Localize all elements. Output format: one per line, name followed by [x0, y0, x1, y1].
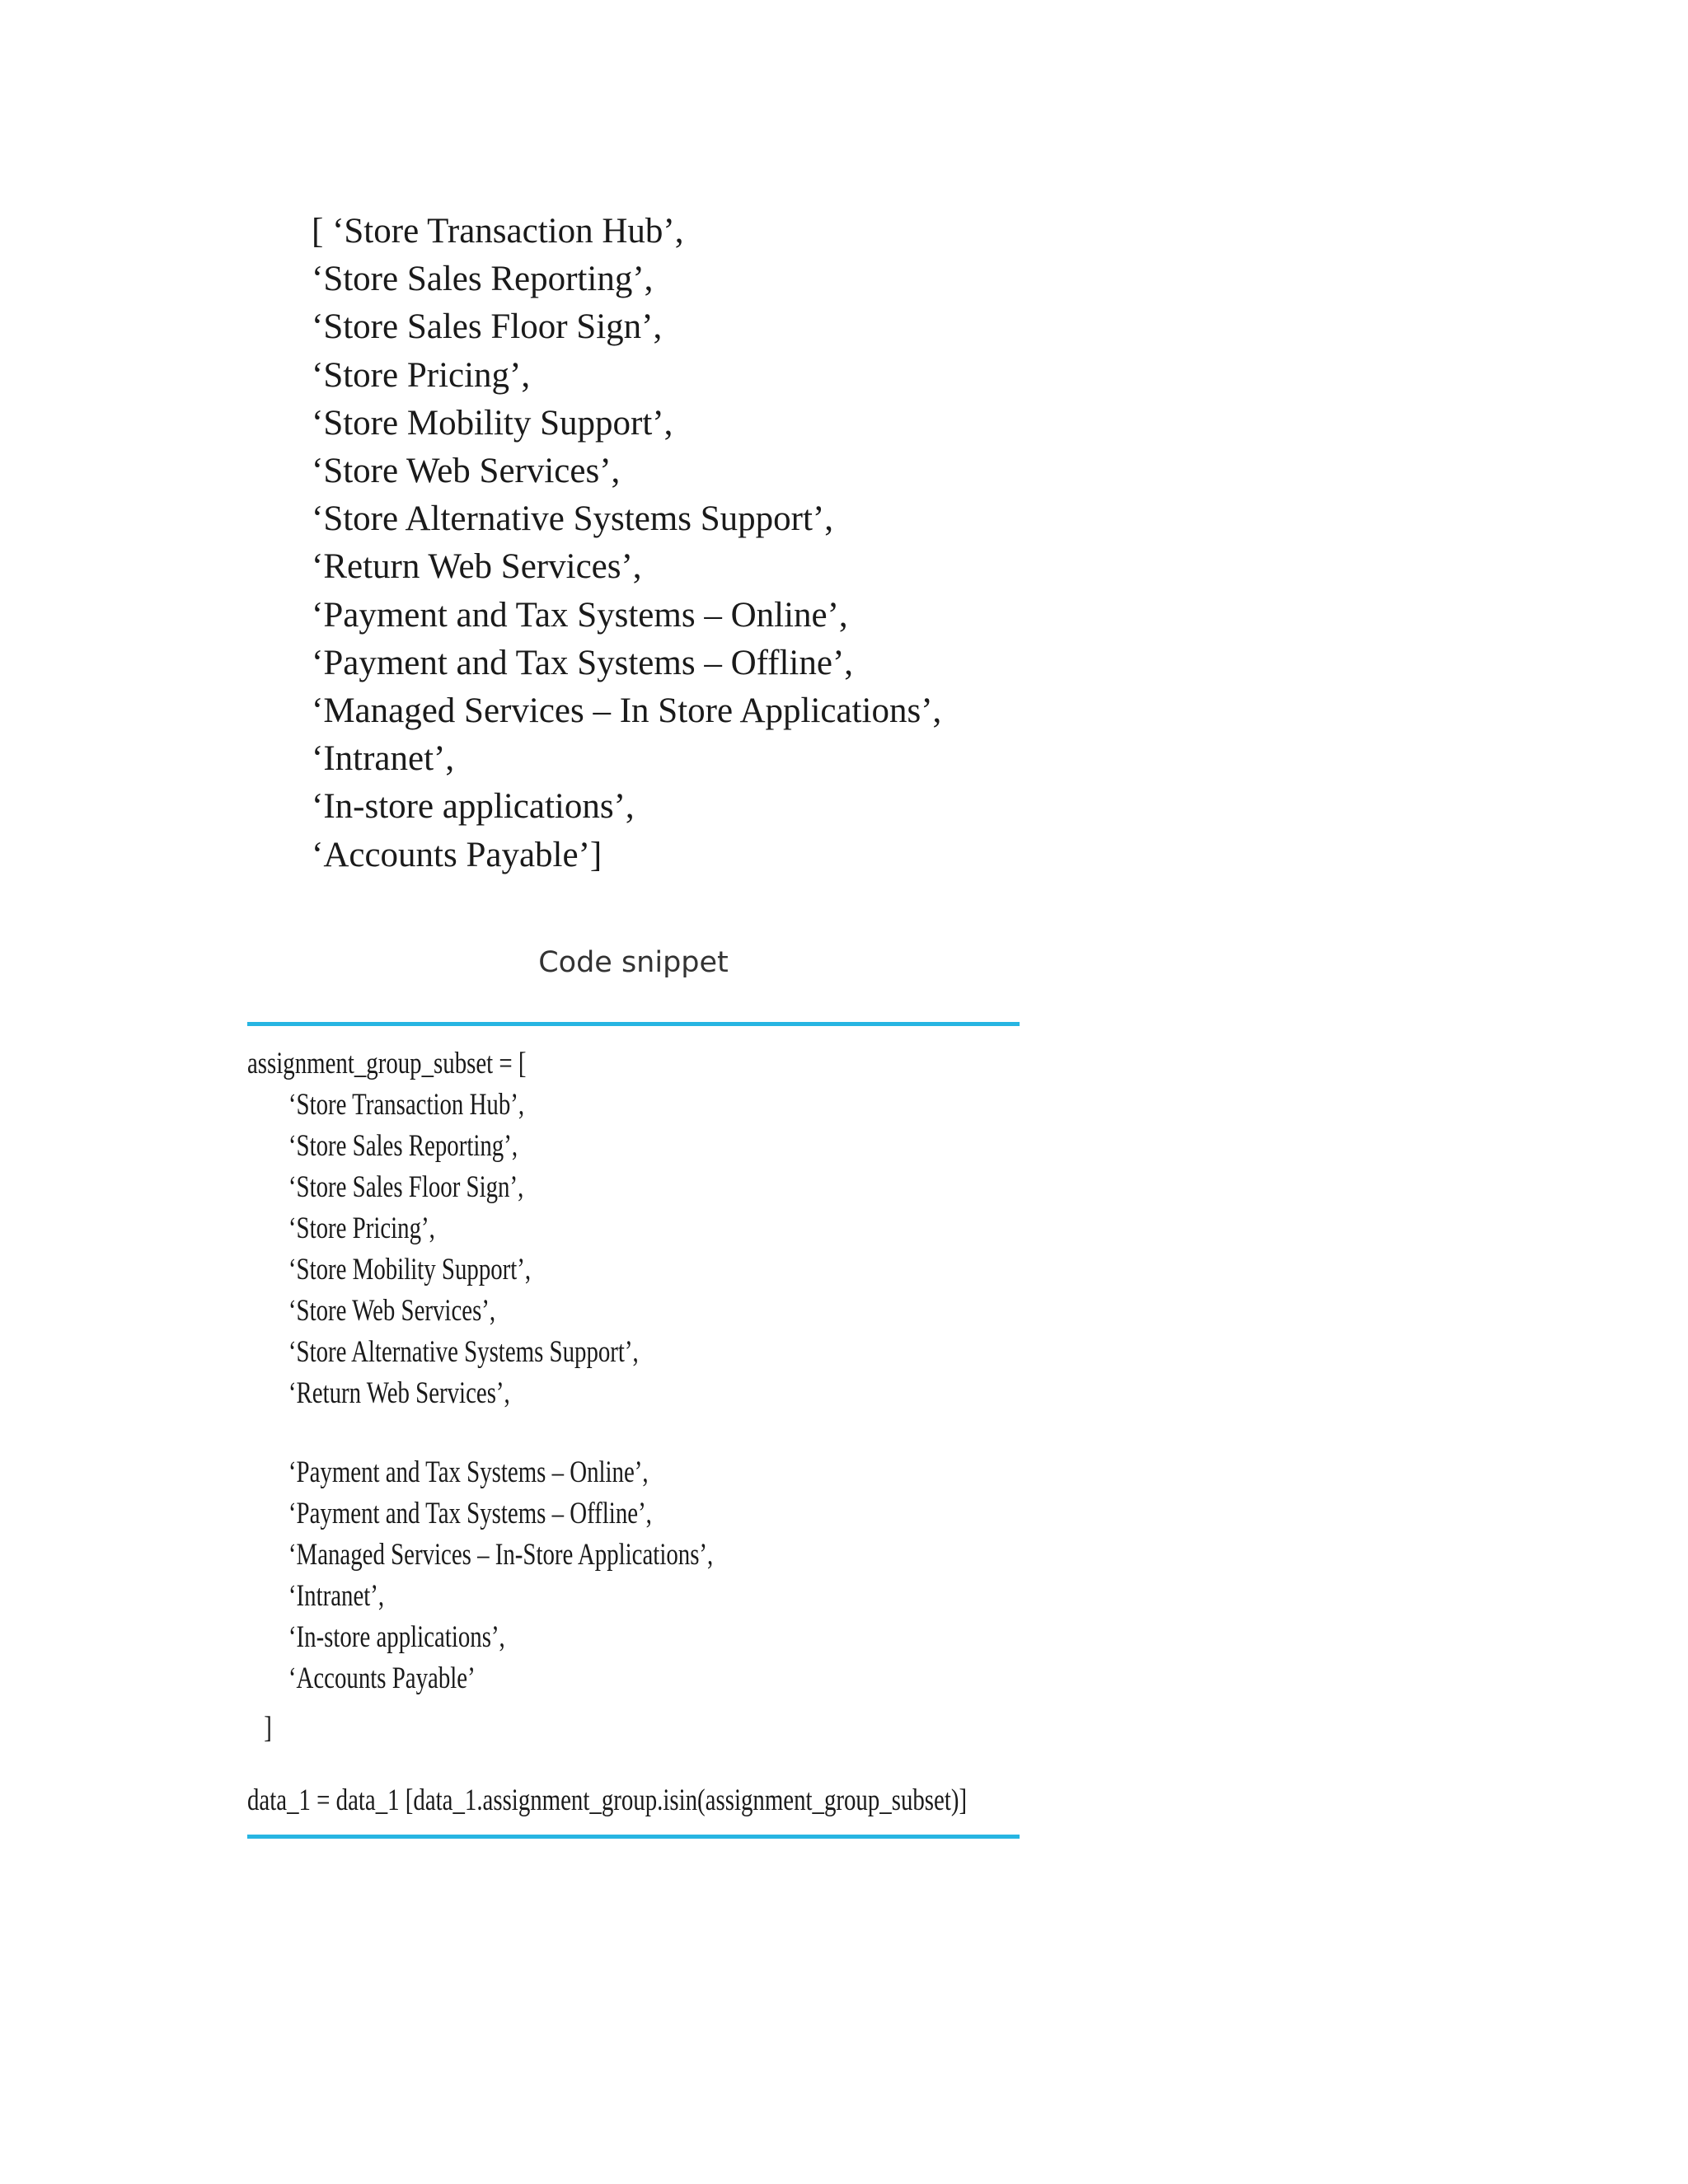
list-item: ‘Payment and Tax Systems – Offline’,: [312, 643, 854, 682]
list-item: ‘Store Sales Floor Sign’,: [312, 307, 663, 347]
list-item: ‘In-store applications’,: [312, 787, 635, 827]
list-item: ‘Managed Services – In Store Applications’,: [312, 691, 942, 731]
code-closing-bracket: ]: [264, 1711, 272, 1745]
code-line: ‘Store Mobility Support’,: [288, 1253, 532, 1286]
code-line: ‘Store Sales Floor Sign’,: [288, 1170, 524, 1204]
code-snippet-caption: Code snippet: [538, 946, 729, 979]
code-line: ‘Managed Services – In-Store Applications’,: [288, 1538, 714, 1572]
code-line: ‘Payment and Tax Systems – Offline’,: [288, 1497, 652, 1530]
code-top-rule: [247, 1022, 1020, 1026]
code-statement-line: data_1 = data_1 [data_1.assignment_group.isin(assignment_group_subset)]: [247, 1783, 968, 1817]
list-item: ‘Payment and Tax Systems – Online’,: [312, 595, 848, 635]
code-line: ‘Accounts Payable’: [288, 1661, 476, 1695]
code-line: ‘Store Transaction Hub’,: [288, 1088, 525, 1122]
list-item: ‘Store Mobility Support’,: [312, 403, 673, 443]
list-item: ‘Store Web Services’,: [312, 452, 621, 491]
code-line: ‘Store Web Services’,: [288, 1294, 496, 1328]
list-item: ‘Intranet’,: [312, 739, 455, 779]
code-line: ‘Intranet’,: [288, 1579, 385, 1613]
list-item: ‘Store Pricing’,: [312, 355, 531, 395]
list-item: [ ‘Store Transaction Hub’,: [312, 212, 684, 251]
code-line: ‘Store Pricing’,: [288, 1212, 435, 1245]
list-item: ‘Accounts Payable’]: [312, 835, 603, 874]
code-bottom-rule: [247, 1835, 1020, 1839]
code-line: ‘Payment and Tax Systems – Online’,: [288, 1455, 649, 1489]
list-item: ‘Store Sales Reporting’,: [312, 260, 654, 299]
code-line: ‘Store Sales Reporting’,: [288, 1129, 518, 1163]
code-line: ‘In-store applications’,: [288, 1620, 505, 1654]
code-line: ‘Store Alternative Systems Support’,: [288, 1335, 639, 1369]
list-item: ‘Store Alternative Systems Support’,: [312, 499, 833, 539]
code-header-line: assignment_group_subset = [: [247, 1047, 527, 1080]
list-item: ‘Return Web Services’,: [312, 547, 642, 587]
assignment-group-list: [312, 208, 1136, 879]
code-line: ‘Return Web Services’,: [288, 1376, 510, 1410]
